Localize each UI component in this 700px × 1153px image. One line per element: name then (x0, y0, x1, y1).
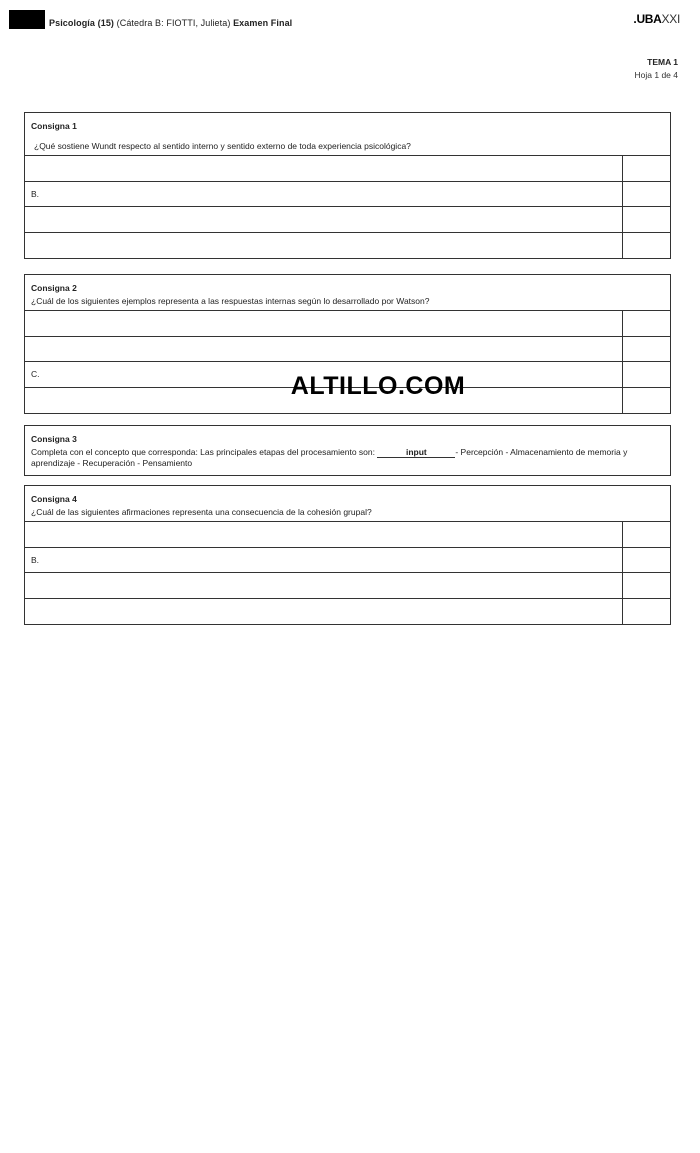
option-answer-box[interactable] (623, 233, 670, 259)
question-header (25, 426, 670, 475)
question-text: ¿Cuál de los siguientes ejemplos representa a las respuestas internas según lo desarrollado por Watson? (31, 295, 430, 306)
option-row (25, 599, 670, 625)
question-text-after: - Percepción - Almacenamiento de memoria y aprendizaje - Recuperación - Pensamiento (31, 446, 628, 469)
option-text (25, 573, 623, 598)
option-row (25, 207, 670, 233)
question-title: Consigna 1 (31, 121, 77, 131)
course-name: Psicología (15) (49, 18, 115, 28)
option-row (25, 182, 670, 208)
option-row (25, 548, 670, 574)
option-text: B. (25, 548, 623, 573)
question-block-1 (24, 112, 671, 259)
question-title: Consigna 4 (31, 494, 77, 504)
option-answer-box[interactable] (623, 311, 670, 336)
question-block-3 (24, 425, 671, 476)
option-text (25, 599, 623, 625)
option-text (25, 233, 623, 259)
option-text (25, 156, 623, 181)
question-header (25, 113, 670, 156)
question-text (31, 447, 664, 469)
option-text (25, 207, 623, 232)
redacted-block (9, 10, 45, 29)
option-row (25, 337, 670, 363)
option-answer-box[interactable] (623, 599, 670, 625)
page-header (0, 0, 700, 90)
option-answer-box[interactable] (623, 156, 670, 181)
question-header (25, 486, 670, 522)
logo-prefix: .UBA (633, 12, 662, 26)
logo-suffix: XXI (661, 12, 680, 26)
option-row (25, 522, 670, 548)
option-row (25, 156, 670, 182)
option-answer-box[interactable] (623, 182, 670, 207)
question-header (25, 275, 670, 311)
option-answer-box[interactable] (623, 522, 670, 547)
question-block-4 (24, 485, 671, 625)
question-text: ¿Qué sostiene Wundt respecto al sentido interno y sentido externo de toda experiencia psicológica? (34, 140, 411, 151)
option-row (25, 233, 670, 259)
option-row (25, 573, 670, 599)
exam-type: Examen Final (233, 18, 293, 28)
option-text (25, 311, 623, 336)
option-answer-box[interactable] (623, 207, 670, 232)
question-text: ¿Cuál de las siguientes afirmaciones representa una consecuencia de la cohesión grupal? (31, 506, 372, 517)
option-text (25, 337, 623, 362)
page-counter: Hoja 1 de 4 (634, 70, 678, 80)
tema-label: TEMA 1 (647, 57, 678, 67)
option-answer-box[interactable] (623, 337, 670, 362)
watermark: ALTILLO.COM (290, 372, 466, 400)
option-text (25, 522, 623, 547)
question-title: Consigna 3 (31, 434, 77, 444)
option-answer-box[interactable] (623, 548, 670, 573)
course-chair: (Cátedra B: FIOTTI, Julieta) (114, 18, 234, 28)
option-text: B. (25, 182, 623, 207)
uba-xxi-logo (633, 12, 680, 26)
fill-in-answer[interactable]: input (377, 447, 455, 459)
question-text-before: Completa con el concepto que corresponda: Las principales etapas del procesamiento son: (31, 446, 378, 457)
option-text: C. (25, 362, 623, 387)
course-line (49, 18, 292, 28)
option-row (25, 311, 670, 337)
option-answer-box[interactable] (623, 573, 670, 598)
question-title: Consigna 2 (31, 283, 77, 293)
